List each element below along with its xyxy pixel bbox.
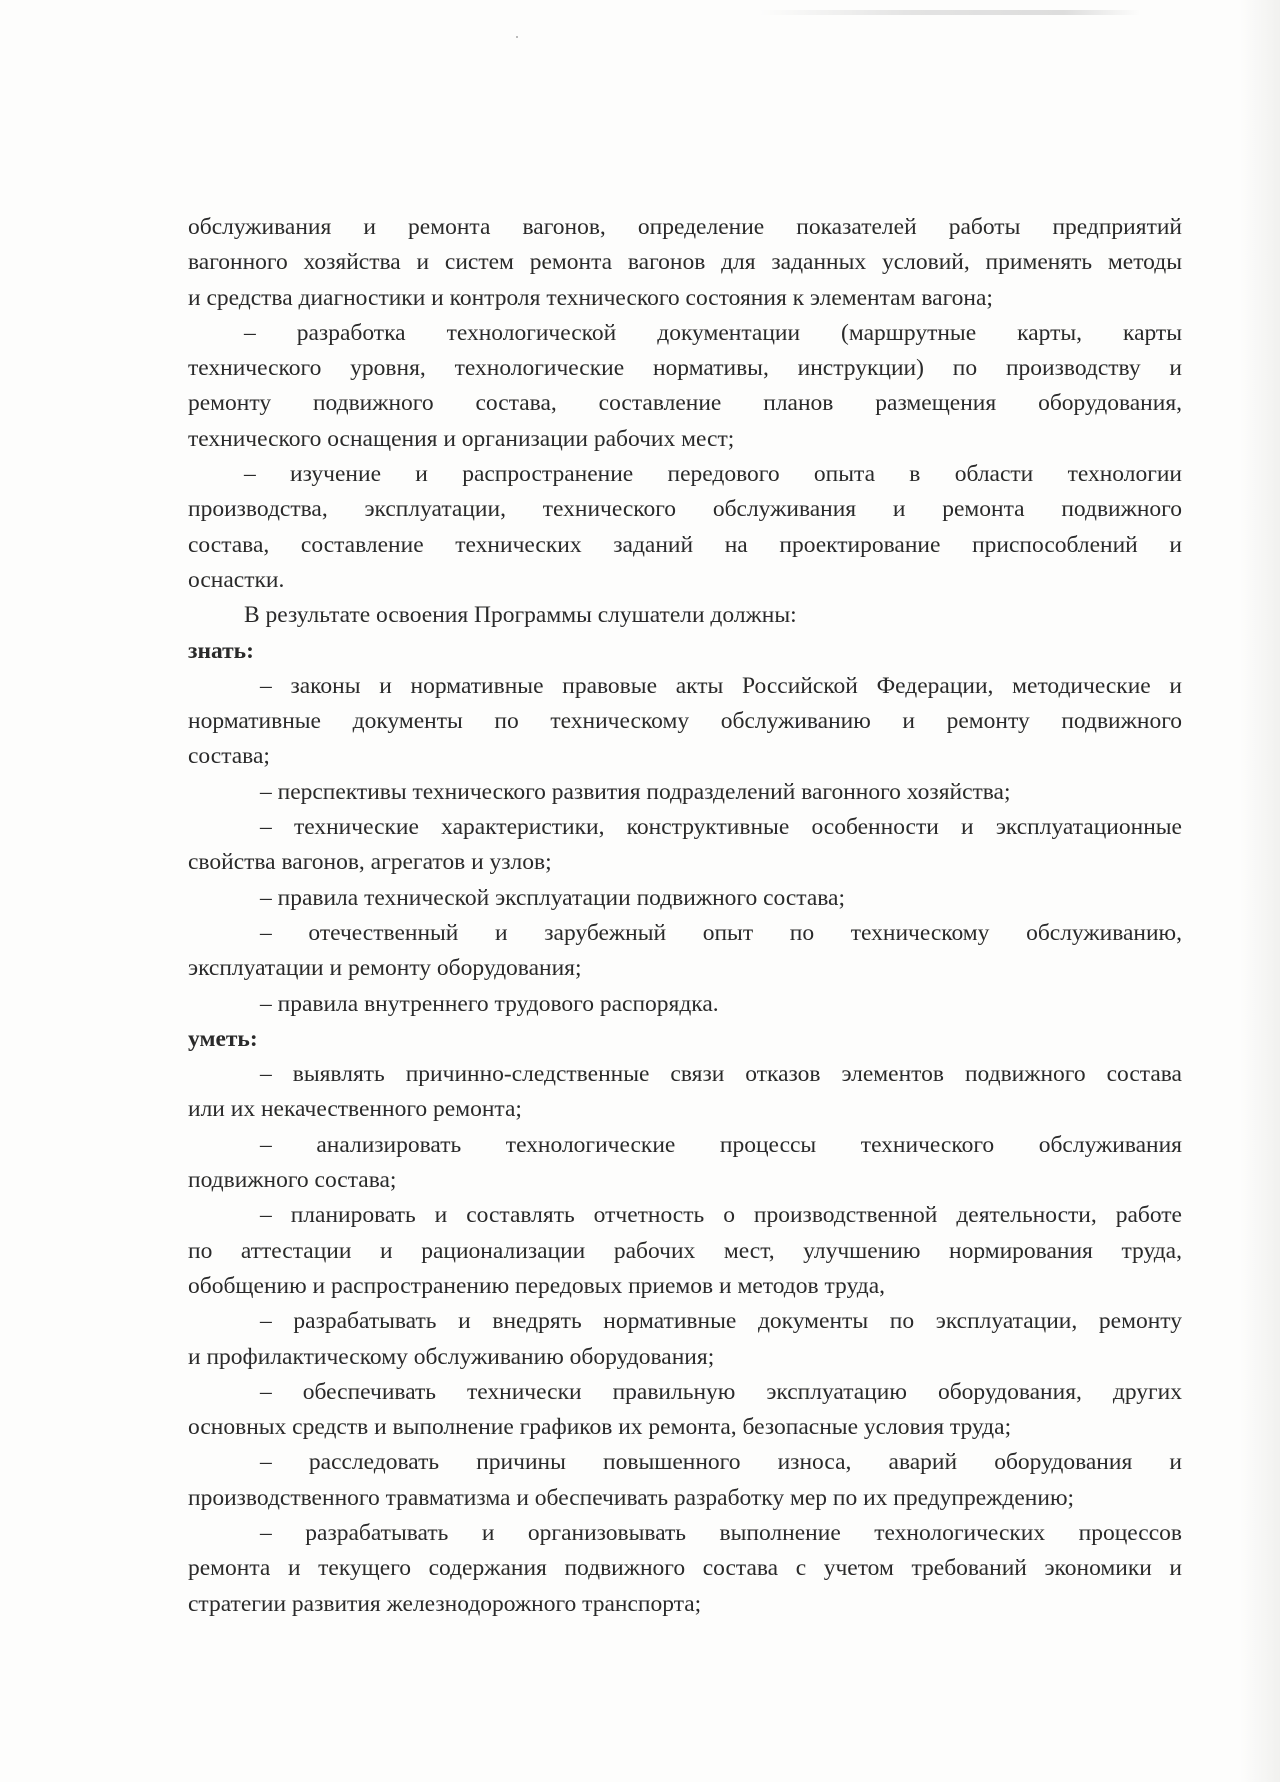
text-line: обслуживания и ремонта вагонов, определение показателей работы предприятий <box>188 214 1182 240</box>
text-line: – законы и нормативные правовые акты Российской Федерации, методические и <box>260 672 1182 699</box>
paragraph <box>188 1445 1182 1516</box>
paragraph <box>188 1375 1182 1446</box>
text-line: – правила технической эксплуатации подвижного состава; <box>260 884 846 911</box>
text-line: производственного травматизма и обеспечивать разработку мер по их предупреждению; <box>188 1484 1075 1511</box>
text-line: – правила внутреннего трудового распорядка. <box>260 990 719 1017</box>
text-line: нормативные документы по техническому обслуживанию и ремонту подвижного <box>188 708 1182 735</box>
text-line: – перспективы технического развития подразделений вагонного хозяйства; <box>260 778 1011 805</box>
text-line: – разрабатывать и внедрять нормативные документы по эксплуатации, ремонту <box>260 1308 1182 1335</box>
paragraph <box>188 987 1182 1022</box>
text-line: – обеспечивать технически правильную эксплуатацию оборудования, других <box>260 1378 1182 1405</box>
paragraph <box>188 316 1182 457</box>
text-line: производства, эксплуатации, технического обслуживания и ремонта подвижного <box>188 496 1182 523</box>
paragraph <box>188 1304 1182 1375</box>
text-line: технического оснащения и организации рабочих мест; <box>188 425 735 452</box>
scan-artifact <box>760 10 1140 15</box>
paragraph <box>188 457 1182 598</box>
paragraph <box>188 1057 1182 1128</box>
text-line: основных средств и выполнение графиков их ремонта, безопасные условия труда; <box>188 1414 1012 1441</box>
scan-speck <box>516 36 518 38</box>
text-line: – анализировать технологические процессы технического обслуживания <box>260 1131 1182 1158</box>
section-heading <box>188 634 1182 669</box>
paragraph <box>188 669 1182 775</box>
document-page-body <box>188 210 1182 1622</box>
text-line: В результате освоения Программы слушатели должны: <box>244 602 797 629</box>
text-line: ремонта и текущего содержания подвижного состава с учетом требований экономики и <box>188 1555 1182 1582</box>
text-line: ремонту подвижного состава, составление планов размещения оборудования, <box>188 390 1182 417</box>
text-line: – изучение и распространение передового опыта в области технологии <box>244 461 1182 488</box>
paragraph <box>188 1516 1182 1622</box>
text-line: – разрабатывать и организовывать выполнение технологических процессов <box>260 1519 1182 1546</box>
paragraph <box>188 881 1182 916</box>
text-line: эксплуатации и ремонту оборудования; <box>188 955 582 982</box>
text-line: и профилактическому обслуживанию оборудования; <box>188 1343 715 1370</box>
text-line: по аттестации и рационализации рабочих мест, улучшению нормирования труда, <box>188 1237 1182 1264</box>
text-line: – планировать и составлять отчетность о производственной деятельности, работе <box>260 1202 1182 1229</box>
paragraph <box>188 598 1182 633</box>
section-heading <box>188 1022 1182 1057</box>
text-line: вагонного хозяйства и систем ремонта вагонов для заданных условий, применять методы <box>188 249 1182 276</box>
scan-edge-shadow <box>1240 0 1280 1782</box>
text-line: уметь: <box>188 1025 258 1052</box>
paragraph <box>188 810 1182 881</box>
text-line: или их некачественного ремонта; <box>188 1096 522 1123</box>
paragraph <box>188 916 1182 987</box>
text-line: знать: <box>188 637 254 664</box>
paragraph <box>188 210 1182 316</box>
text-line: и средства диагностики и контроля технического состояния к элементам вагона; <box>188 284 993 311</box>
text-line: – расследовать причины повышенного износа, аварий оборудования и <box>260 1449 1182 1476</box>
paragraph <box>188 775 1182 810</box>
text-line: – выявлять причинно-следственные связи отказов элементов подвижного состава <box>260 1061 1182 1088</box>
text-line: обобщению и распространению передовых приемов и методов труда, <box>188 1272 886 1299</box>
text-line: технического уровня, технологические нормативы, инструкции) по производству и <box>188 355 1182 382</box>
paragraph <box>188 1128 1182 1199</box>
paragraph <box>188 1198 1182 1304</box>
text-line: оснастки. <box>188 566 285 593</box>
text-line: – отечественный и зарубежный опыт по техническому обслуживанию, <box>260 919 1182 946</box>
text-line: состава; <box>188 743 270 770</box>
text-line: подвижного состава; <box>188 1167 397 1194</box>
text-line: свойства вагонов, агрегатов и узлов; <box>188 849 552 876</box>
text-line: стратегии развития железнодорожного транспорта; <box>188 1590 702 1617</box>
text-line: – разработка технологической документации (маршрутные карты, карты <box>244 319 1182 346</box>
text-line: состава, составление технических заданий на проектирование приспособлений и <box>188 531 1182 558</box>
text-line: – технические характеристики, конструктивные особенности и эксплуатационные <box>260 814 1182 841</box>
